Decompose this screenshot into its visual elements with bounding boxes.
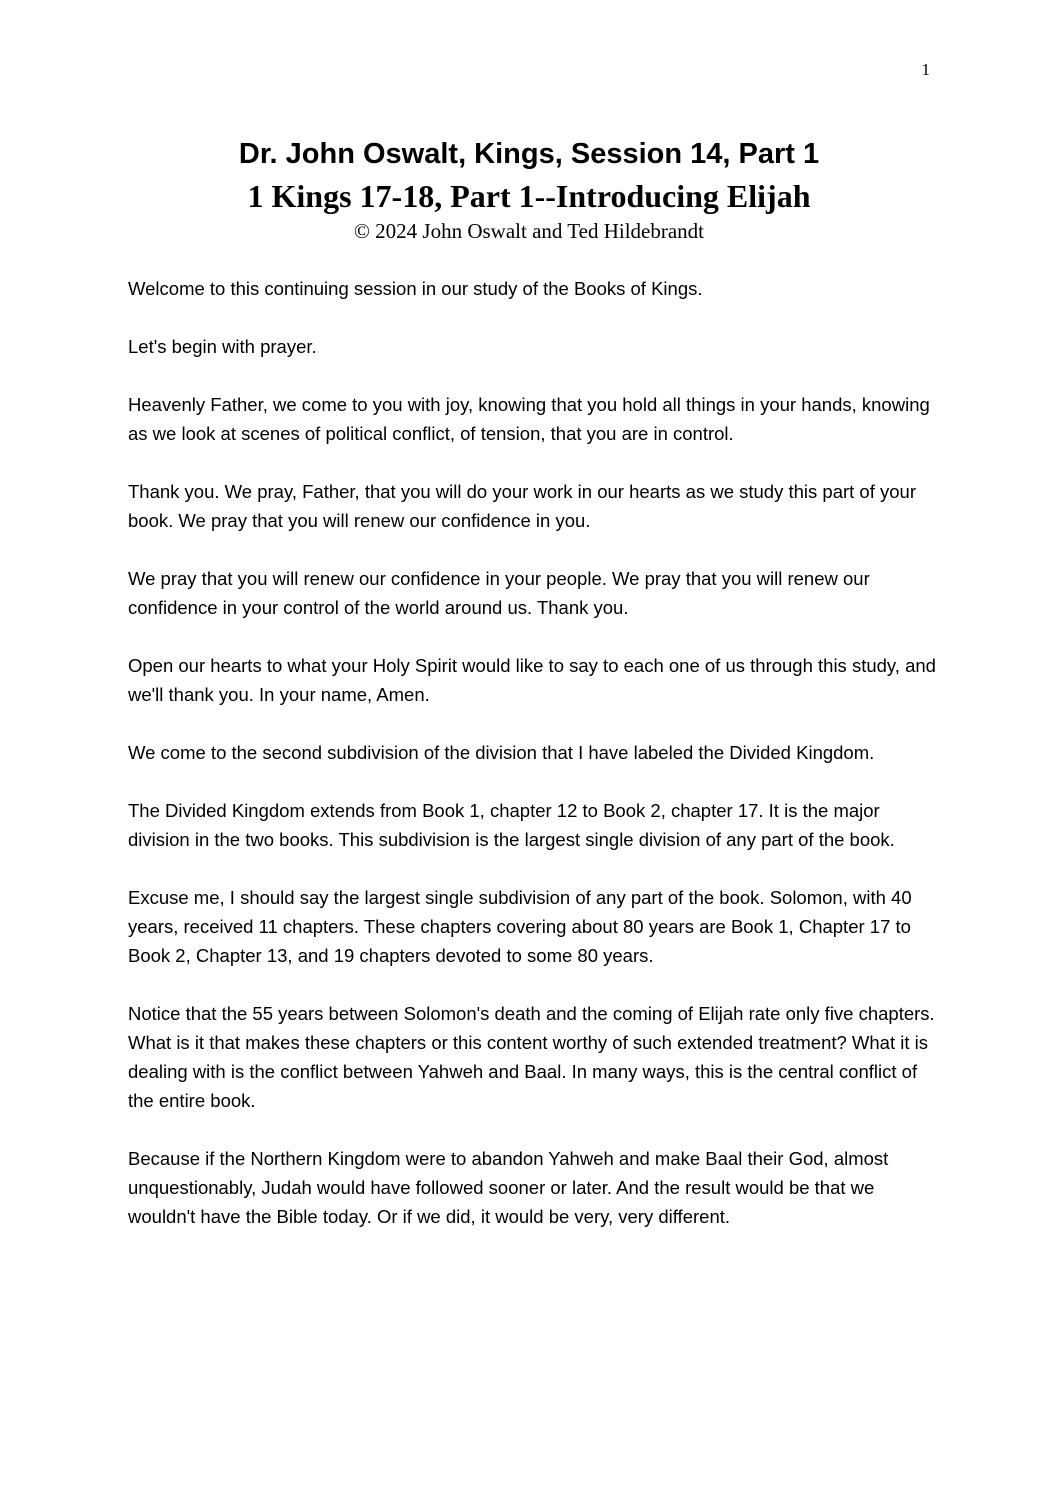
paragraph: We come to the second subdivision of the division that I have labeled the Divided Kingdom. [128, 742, 875, 763]
paragraph: Open our hearts to what your Holy Spirit would like to say to each one of us through this study, and we'll thank you. In your name, Amen. [128, 655, 936, 705]
document-body [128, 274, 940, 1231]
document-header [0, 0, 1058, 245]
copyright-line: © 2024 John Oswalt and Ted Hildebrandt [353, 219, 705, 243]
paragraph: Heavenly Father, we come to you with joy, knowing that you hold all things in your hands, knowing as we look at scenes of political conflict, of tension, that you are in control. [128, 394, 930, 444]
paragraph: We pray that you will renew our confidence in your people. We pray that you will renew our confidence in your control of the world around us. Thank you. [128, 568, 870, 618]
paragraph: Because if the Northern Kingdom were to abandon Yahweh and make Baal their God, almost unquestionably, Judah would have followed sooner or later. And the result would be that we wouldn't have the Bible today. Or if we did, it would be very, very different. [128, 1148, 889, 1227]
paragraph: Notice that the 55 years between Solomon's death and the coming of Elijah rate only five chapters. What is it that makes these chapters or this content worthy of such extended treatment? What it is dealing with is the conflict between Yahweh and Baal. In many ways, this is the central conflict of the entire book. [128, 1003, 935, 1111]
paragraph: Thank you. We pray, Father, that you will do your work in our hearts as we study this part of your book. We pray that you will renew our confidence in you. [128, 481, 916, 531]
paragraph: The Divided Kingdom extends from Book 1, chapter 12 to Book 2, chapter 17. It is the major division in the two books. This subdivision is the largest single division of any part of the book. [128, 800, 895, 850]
document-subtitle: 1 Kings 17-18, Part 1--Introducing Elijah [247, 178, 811, 214]
paragraph: Excuse me, I should say the largest single subdivision of any part of the book. Solomon, with 40 years, received 11 chapters. These chapters covering about 80 years are Book 1, Chapter 17 to Book 2, Chapter 13, and 19 chapters devoted to some 80 years. [128, 887, 912, 966]
paragraph: Let's begin with prayer. [128, 336, 317, 357]
page-number: 1 [921, 60, 930, 79]
paragraph: Welcome to this continuing session in our study of the Books of Kings. [128, 278, 703, 299]
document-title: Dr. John Oswalt, Kings, Session 14, Part 1 [238, 138, 820, 170]
